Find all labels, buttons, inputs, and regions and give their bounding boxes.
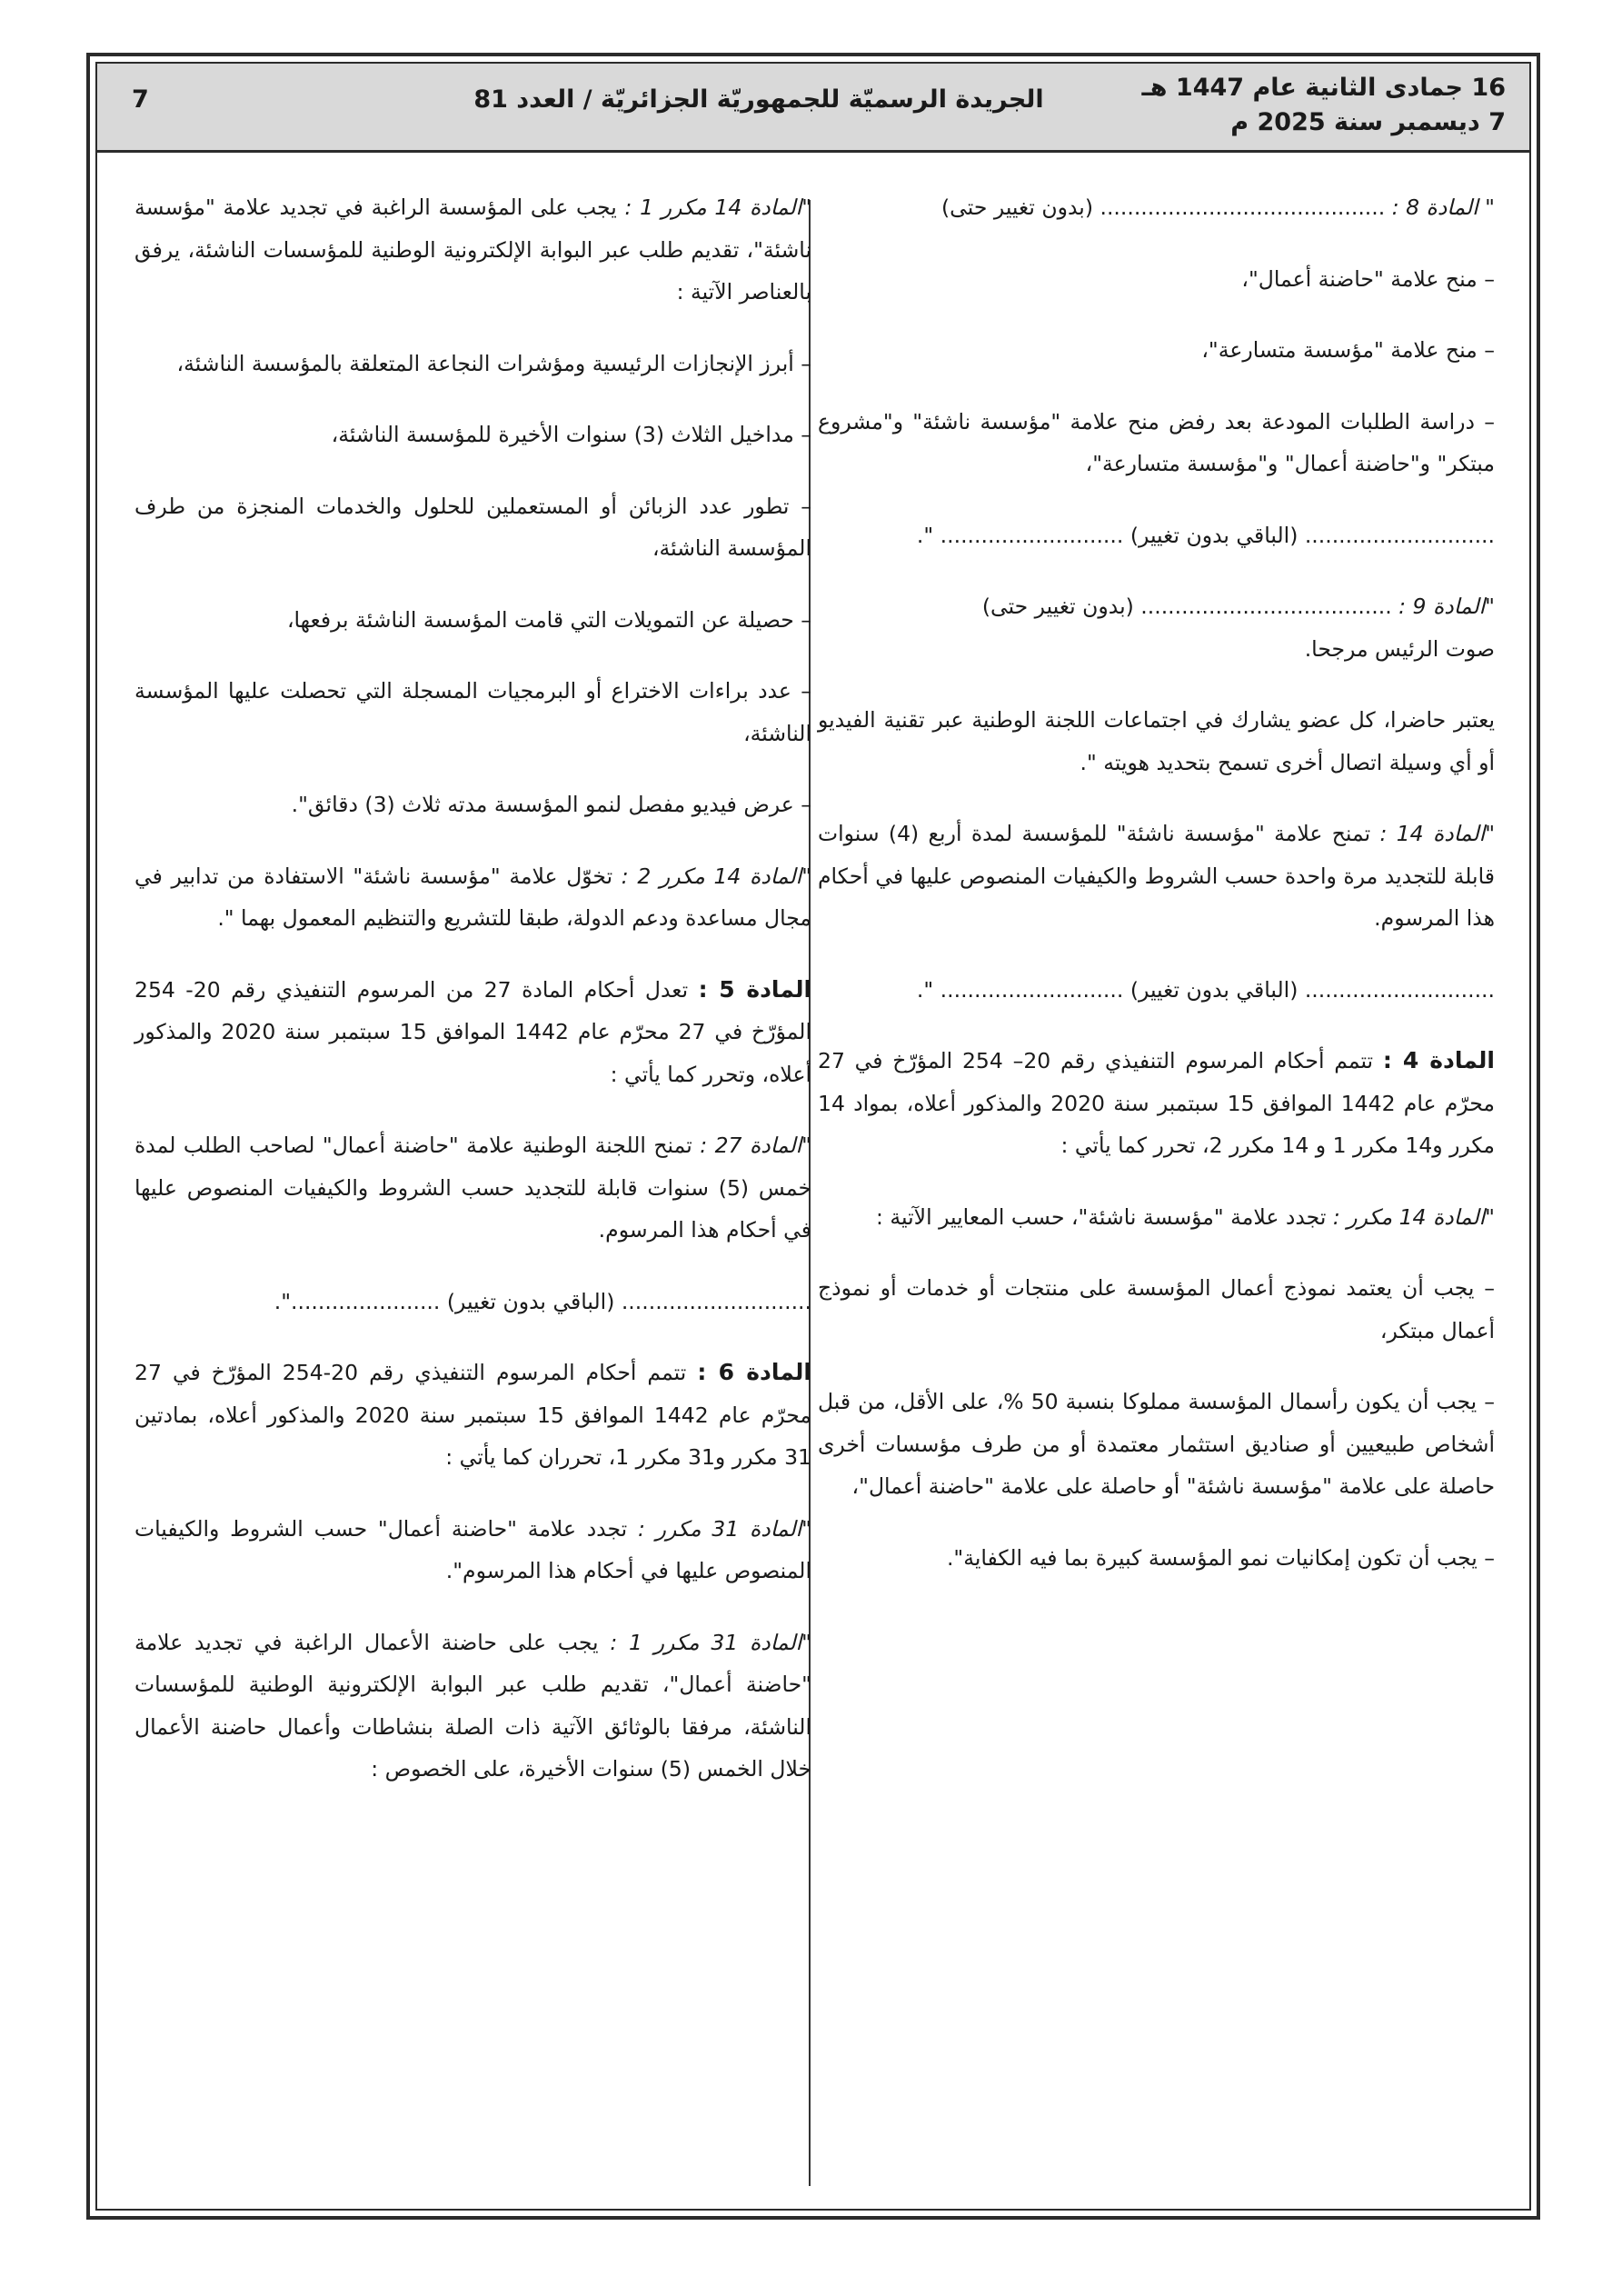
header-date-gregorian: 7 ديسمبر سنة 2025 م [1230,108,1506,136]
paragraph-text: – مداخيل الثلاث (3) سنوات الأخيرة للمؤسسة الناشئة، [331,422,811,447]
gazette-title: الجريدة الرسميّة للجمهوريّة الجزائريّة / العدد 81 [473,85,1044,114]
paragraph [818,813,1495,940]
paragraph-text: تتمم أحكام المرسوم التنفيذي رقم 20– 254 المؤرّخ في 27 محرّم عام 1442 الموافق 15 سبتمبر سنة 2020 والمذكور أعلاه، بمواد 14 مكرر و14 مكرر 1 و 14 مكرر 2، تحرر كما يأتي : [818,1048,1496,1158]
article-heading: المادة 4 : [1382,1047,1495,1073]
article-heading: "المادة 14 مكرر : [1332,1203,1495,1230]
paragraph [818,699,1495,784]
header-date-hijri: 16 جمادى الثانية عام 1447 هـ [1141,74,1506,102]
paragraph [818,1196,1495,1239]
gazette-header [97,64,1529,153]
paragraph [134,1622,811,1791]
paragraph [134,1281,811,1323]
article-heading: "المادة 31 مكرر 1 : [610,1629,811,1655]
paragraph-text: – يجب أن تكون إمكانيات نمو المؤسسة كبيرة بما فيه الكفاية". [946,1544,1495,1571]
paragraph-text: .......................................... (بدون تغيير حتى) [941,195,1392,220]
article-heading: "المادة 27 : [700,1133,811,1158]
article-heading: "المادة 9 : [1398,594,1495,619]
paragraph [818,1381,1495,1508]
paragraph-text: – عرض فيديو مفصل لنمو المؤسسة مدته ثلاث (3) دقائق". [291,792,811,817]
paragraph [134,186,811,314]
right-column [818,186,1495,1608]
paragraph-text: تخوّل علامة "مؤسسة ناشئة" الاستفادة من تدابير في مجال مساعدة ودعم الدولة، طبقا للتشريع والتنظيم المعمول بهما ". [134,863,811,931]
article-heading: المادة 5 : [698,975,812,1003]
paragraph-text: يعتبر حاضرا، كل عضو يشارك في اجتماعات اللجنة الوطنية عبر تقنية الفيديو أو أي وسيلة اتصال أخرى تسمح بتحديد هويته ". [818,707,1495,775]
paragraph [818,258,1495,301]
paragraph [818,329,1495,372]
paragraph [134,414,811,456]
paragraph-text: – أبرز الإنجازات الرئيسية ومؤشرات النجاعة المتعلقة بالمؤسسة الناشئة، [176,350,811,376]
article-heading: "المادة 14 مكرر 2 : [621,863,812,889]
paragraph [134,599,811,642]
paragraph [134,485,811,570]
paragraph [818,1267,1495,1352]
paragraph-text: تمنح علامة "مؤسسة ناشئة" للمؤسسة لمدة أربع (4) سنوات قابلة للتجديد مرة واحدة حسب الشروط والكيفيات المنصوص عليها في أحكام هذا المرسوم. [818,821,1495,931]
paragraph [134,1508,811,1592]
paragraph [134,1124,811,1252]
paragraph-text: تتمم أحكام المرسوم التنفيذي رقم 20-254 المؤرّخ في 27 محرّم عام 1442 الموافق 15 سبتمبر سنة 2020 والمذكور أعلاه، بمادتين 31 مكرر و31 مكرر 1، تحرران كما يأتي : [134,1360,812,1470]
article-heading: "المادة 14 : [1379,821,1496,846]
paragraph-text: تجدد علامة "حاضنة أعمال" حسب الشروط والكيفيات المنصوص عليها في أحكام هذا المرسوم". [134,1515,811,1583]
paragraph-text: تمنح اللجنة الوطنية علامة "حاضنة أعمال" لصاحب الطلب لمدة خمس (5) سنوات قابلة للتجديد حسب الشروط والكيفيات المنصوص عليها في أحكام هذا المرسوم. [134,1133,811,1243]
paragraph [134,343,811,385]
paragraph [818,1040,1495,1167]
paragraph-text: – عدد براءات الاختراع أو البرمجيات المسجلة التي تحصلت عليها المؤسسة الناشئة، [134,678,811,746]
page-number: 7 [132,85,149,114]
article-heading: المادة 6 : [697,1359,811,1385]
paragraph [134,969,811,1096]
paragraph-text: يجب على حاضنة الأعمال الراغبة في تجديد علامة "حاضنة أعمال"، تقديم طلب عبر البوابة الإلكترونية الوطنية للمؤسسات الناشئة، مرفقا بالوثائق الآتية ذات الصلة بنشاطات وأعمال حاضنة الأعمال خلال الخمس (5) سنوات الأخيرة، على الخصوص : [134,1629,811,1782]
paragraph-text: – منح علامة "مؤسسة متسارعة"، [1201,337,1495,363]
paragraph [818,514,1495,557]
paragraph-text: – يجب أن يعتمد نموذج أعمال المؤسسة على منتجات أو خدمات أو نموذج أعمال مبتكر، [818,1275,1495,1343]
header-title-wrap [97,85,1529,114]
paragraph [818,628,1495,671]
article-heading: "المادة 14 مكرر 1 : [624,195,812,220]
paragraph-text: تجدد علامة "مؤسسة ناشئة"، حسب المعايير الآتية : [876,1203,1333,1230]
paragraph [818,401,1495,485]
article-heading: " المادة 8 : [1391,195,1495,220]
paragraph-text: – دراسة الطلبات المودعة بعد رفض منح علامة "مؤسسة ناشئة" و"مشروع مبتكر" و"حاضنة أعمال" و"مؤسسة متسارعة"، [818,408,1495,476]
paragraph [818,585,1495,628]
paragraph-text: تعدل أحكام المادة 27 من المرسوم التنفيذي رقم 20- 254 المؤرّخ في 27 محرّم عام 1442 الموافق 15 سبتمبر سنة 2020 والمذكور أعلاه، وتحرر كما يأتي : [134,976,811,1087]
article-heading: "المادة 31 مكرر : [637,1515,811,1542]
paragraph [818,1537,1495,1580]
paragraph-text: – يجب أن يكون رأسمال المؤسسة مملوكا بنسبة 50 %، على الأقل، من قبل أشخاص طبيعيين أو صناديق استثمار معتمدة أو من طرف مؤسسات أخرى حاصلة على علامة "مؤسسة ناشئة" أو حاصلة على علامة "حاضنة أعمال"، [818,1389,1495,1499]
paragraph [818,186,1495,229]
paragraph [818,969,1495,1012]
paragraph [134,1352,811,1479]
paragraph-text: – منح علامة "حاضنة أعمال"، [1241,265,1495,292]
paragraph [134,855,811,940]
paragraph-text: صوت الرئيس مرجحا. [1304,635,1495,662]
left-column [134,186,811,1820]
paragraph-text: ............................ (الباقي بدون تغيير) ........................... ". [916,976,1495,1003]
paragraph-text: ............................ (الباقي بدون تغيير) ........................... ". [916,522,1495,548]
paragraph [134,670,811,754]
paragraph-text: – تطور عدد الزبائن أو المستعملين للحلول والخدمات المنجزة من طرف المؤسسة الناشئة، [134,493,811,561]
paragraph [134,784,811,826]
paragraph-text: ............................ (الباقي بدون تغيير) ......................". [274,1288,811,1314]
paragraph-text: يجب على المؤسسة الراغبة في تجديد علامة "مؤسسة ناشئة"، تقديم طلب عبر البوابة الإلكترونية الوطنية للمؤسسات الناشئة، يرفق بالعناصر الآتية : [134,195,811,304]
paragraph-text: ..................................... (بدون تغيير حتى) [981,594,1399,619]
paragraph-text: – حصيلة عن التمويلات التي قامت المؤسسة الناشئة برفعها، [286,606,811,633]
